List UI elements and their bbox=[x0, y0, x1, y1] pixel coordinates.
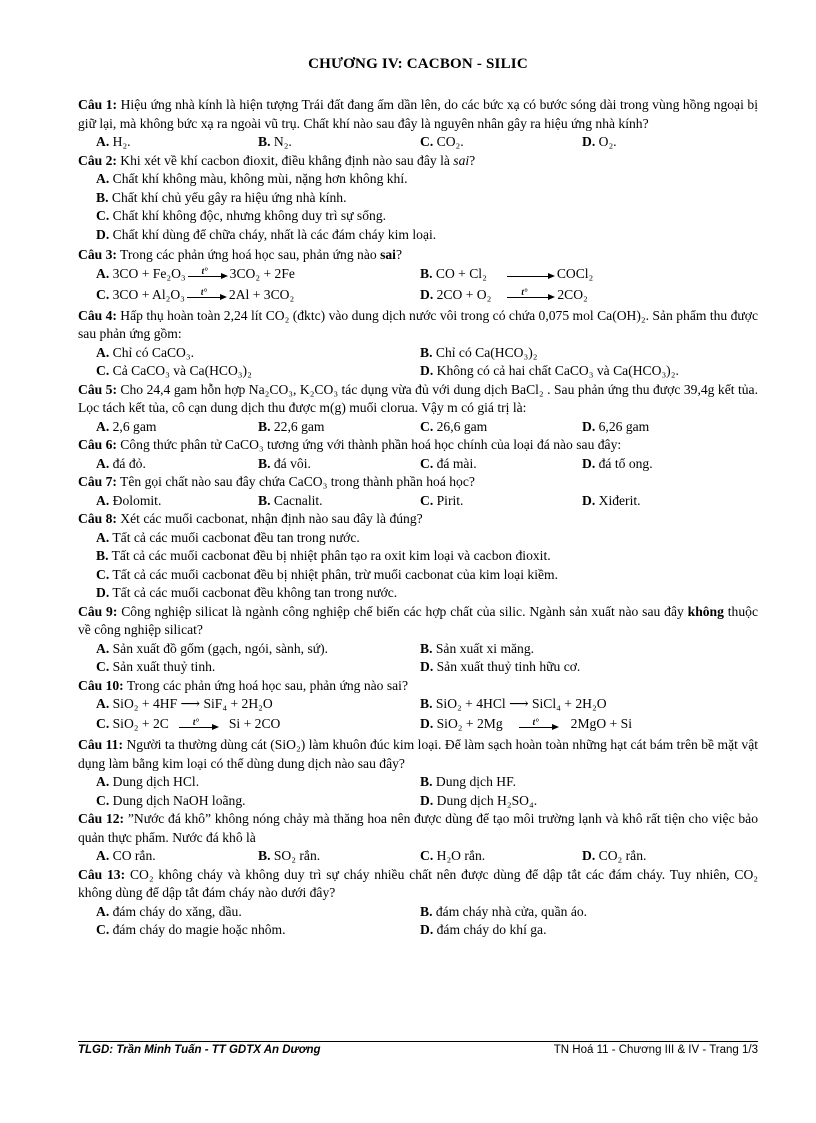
option-label: D. bbox=[582, 134, 596, 149]
question-2 bbox=[78, 152, 758, 245]
option-b: B. Chỉ có Ca(HCO₃)₂ bbox=[420, 344, 538, 360]
question-4 bbox=[78, 307, 758, 381]
option-c: C. 3CO + Al₂O₃ t° 2Al + 3CO₂ bbox=[96, 286, 295, 302]
heat-arrow-icon: t° bbox=[519, 720, 559, 730]
option-d: D. đám cháy do khí ga. bbox=[420, 922, 547, 937]
option-d: D. Không có cả hai chất CaCO₃ và Ca(HCO₃)₂. bbox=[420, 363, 679, 378]
heat-arrow-icon: t° bbox=[187, 290, 227, 300]
question-text: Công nghiệp silicat là ngành công nghiệp chế biến các hợp chất của silic. Ngành sản xuất nào sau đây bbox=[117, 603, 688, 619]
option-d: D. CO₂ rắn. bbox=[582, 848, 647, 863]
options-row bbox=[78, 773, 758, 792]
option-a: A. SiO₂ + 4HF ⟶ SiF₄ + 2H₂O bbox=[96, 696, 273, 711]
option-b: B. Chất khí chủ yếu gây ra hiệu ứng nhà kính. bbox=[96, 189, 347, 205]
options-row bbox=[78, 362, 758, 381]
option-a: A. Chất khí không màu, không mùi, nặng hơn không khí. bbox=[96, 171, 408, 186]
question-8 bbox=[78, 510, 758, 603]
question-3 bbox=[78, 246, 758, 307]
footer-page-info: TN Hoá 11 - Chương III & IV - Trang 1/3 bbox=[553, 1044, 758, 1056]
question-number: Câu 7: bbox=[78, 474, 117, 489]
options-row bbox=[78, 847, 758, 866]
question-text: Người ta thường dùng cát (SiO₂) làm khuôn đúc kim loại. Để làm sạch hoàn toàn những hạt cát bám trên bề mặt vật dụng làm bằng kim loại có thể dùng dung dịch nào sau đây? bbox=[78, 737, 759, 771]
heat-arrow-icon: t° bbox=[507, 290, 555, 300]
option-label: C. bbox=[420, 134, 434, 149]
option-b: B. Sản xuất xi măng. bbox=[420, 640, 535, 656]
question-text: Xét các muối cacbonat, nhận định nào sau đây là đúng? bbox=[116, 511, 423, 526]
option-c: C. 26,6 gam bbox=[420, 418, 488, 434]
option-a: A. Chỉ có CaCO₃. bbox=[96, 344, 195, 360]
question-9 bbox=[78, 603, 758, 677]
option-c: C. Tất cả các muối cacbonat đều bị nhiệt phân, trừ muối cacbonat của kim loại kiềm. bbox=[96, 566, 558, 582]
option-c: C. SiO₂ + 2C t° Si + 2CO bbox=[96, 716, 281, 731]
arrow-icon bbox=[507, 269, 555, 279]
question-number: Câu 9: bbox=[78, 603, 118, 619]
footer-divider bbox=[78, 1041, 758, 1042]
question-number: Câu 6: bbox=[78, 437, 117, 452]
page-title: CHƯƠNG IV: CACBON - SILIC bbox=[308, 56, 528, 72]
option-a: A. CO rắn. bbox=[96, 848, 156, 863]
options-row bbox=[78, 265, 758, 286]
question-number: Câu 10: bbox=[78, 677, 124, 693]
option-b: N₂. bbox=[273, 134, 292, 149]
option-a: H₂. bbox=[112, 134, 131, 149]
option-d: D. SiO₂ + 2Mg t° 2MgO + Si bbox=[420, 716, 632, 731]
question-text: CO₂ không cháy và không duy trì sự cháy nhiều chất nên được dùng để dập tắt các đám cháy. Tuy nhiên, CO₂ không dùng để dập tắt đám cháy nào dưới đây? bbox=[78, 866, 758, 900]
option-b: B. đá vôi. bbox=[258, 455, 311, 471]
option-d: D. Sản xuất thuỷ tinh hữu cơ. bbox=[420, 659, 581, 674]
question-text: Hấp thụ hoàn toàn 2,24 lít CO₂ (đktc) vào dung dịch nước vôi trong có chứa 0,075 mol Ca(OH)₂. Sản phẩm thu được sau phản ứng gồm: bbox=[78, 307, 758, 341]
question-number: Câu 3: bbox=[78, 247, 117, 262]
option-a: A. đá đỏ. bbox=[96, 455, 146, 471]
question-text: Hiệu ứng nhà kính là hiện tượng Trái đất đang ấm dần lên, do các bức xạ có bước sóng dài trong vùng hồng ngoại bị giữ lại, mà không bức xạ ra ngoài vũ trụ. Chất khí nào sau đây là nguyên nhân gây ra hiệu ứng nhà kính? bbox=[78, 97, 758, 131]
question-text: Trong các phản ứng hoá học sau, phản ứng nào bbox=[116, 247, 381, 262]
option-d: D. Xiđerit. bbox=[582, 492, 641, 508]
options-row bbox=[78, 640, 758, 659]
option-d: D. Tất cả các muối cacbonat đều không tan trong nước. bbox=[96, 585, 398, 600]
option-b: B. Cacnalit. bbox=[258, 492, 323, 508]
question-text: Tên gọi chất nào sau đây chứa CaCO₃ trong thành phần hoá học? bbox=[116, 474, 475, 489]
options-row bbox=[78, 133, 758, 152]
option-a: A. Đolomit. bbox=[96, 492, 162, 508]
questions bbox=[78, 96, 758, 940]
option-c: C. Dung dịch NaOH loãng. bbox=[96, 792, 246, 808]
option-c: C. Cả CaCO₃ và Ca(HCO₃)₂ bbox=[96, 363, 252, 378]
question-number: Câu 5: bbox=[78, 381, 117, 397]
options-row bbox=[78, 715, 758, 736]
heat-arrow-icon: t° bbox=[188, 269, 228, 279]
options-row bbox=[78, 792, 758, 811]
options-row bbox=[78, 286, 758, 307]
question-13 bbox=[78, 866, 758, 940]
option-d: D. Chất khí dùng để chữa cháy, nhất là các đám cháy kim loại. bbox=[96, 226, 437, 242]
option-a: A. đám cháy do xăng, dầu. bbox=[96, 903, 242, 919]
footer-author: TLGD: Trần Minh Tuấn - TT GDTX An Dương bbox=[78, 1044, 321, 1056]
option-d: D. đá tổ ong. bbox=[582, 455, 653, 471]
question-number: Câu 13: bbox=[78, 866, 126, 882]
option-a: A. Sản xuất đồ gốm (gạch, ngói, sành, sứ). bbox=[96, 640, 329, 656]
question-text: ”Nước đá khô” không nóng chảy mà thăng hoa nên được dùng để tạo môi trường lạnh và khô rất tiện cho việc bảo quản thực phẩm. Nước đá khô là bbox=[78, 811, 758, 845]
question-11 bbox=[78, 736, 758, 810]
option-c: C. H₂O rắn. bbox=[420, 848, 486, 863]
question-text-end: ? bbox=[469, 152, 476, 168]
options-row bbox=[78, 921, 758, 940]
question-text: Công thức phân tử CaCO₃ tương ứng với thành phần hoá học chính của loại đá nào sau đây: bbox=[116, 437, 622, 452]
question-number: Câu 2: bbox=[78, 152, 117, 168]
option-c: C. Pirit. bbox=[420, 492, 464, 508]
option-c: CO₂. bbox=[436, 134, 464, 149]
question-text: Trong các phản ứng hoá học sau, phản ứng nào sai? bbox=[123, 677, 408, 693]
options-row bbox=[78, 344, 758, 363]
question-text-end: ? bbox=[395, 247, 402, 262]
option-d: O₂. bbox=[598, 134, 617, 149]
option-a: A. Dung dịch HCl. bbox=[96, 774, 200, 789]
heat-arrow-icon: t° bbox=[179, 720, 219, 730]
option-label: B. bbox=[258, 134, 271, 149]
question-text: Cho 24,4 gam hỗn hợp Na₂CO₃, K₂CO₃ tác dụng vừa đủ với dung dịch BaCl₂ . Sau phản ứng thu được 39,4g kết tủa. Lọc tách kết tủa, cô cạn dung dịch thu được m(g) muối clorua. Vậy m có giá trị là: bbox=[78, 381, 758, 415]
options-row bbox=[78, 658, 758, 677]
option-a: A. 2,6 gam bbox=[96, 418, 157, 434]
option-c: C. Chất khí không độc, nhưng không duy trì sự sống. bbox=[96, 208, 387, 223]
option-b: B. Dung dịch HF. bbox=[420, 774, 516, 789]
question-number: Câu 11: bbox=[78, 737, 124, 752]
option-b: B. 22,6 gam bbox=[258, 418, 325, 434]
question-6 bbox=[78, 436, 758, 473]
question-10 bbox=[78, 677, 758, 737]
question-emphasis: không bbox=[687, 603, 724, 619]
options-row bbox=[78, 492, 758, 511]
option-b: B. SiO₂ + 4HCl ⟶ SiCl₄ + 2H₂O bbox=[420, 696, 607, 711]
option-d: D. Dung dịch H₂SO₄. bbox=[420, 792, 538, 808]
question-7 bbox=[78, 473, 758, 510]
options-row bbox=[78, 418, 758, 437]
option-c: C. Sản xuất thuỷ tinh. bbox=[96, 659, 216, 674]
options-row bbox=[78, 695, 758, 715]
question-text: Khi xét về khí cacbon đioxit, điều khẳng định nào sau đây là bbox=[116, 152, 454, 168]
options-row bbox=[78, 903, 758, 922]
question-number: Câu 8: bbox=[78, 511, 117, 526]
question-emphasis: sai bbox=[453, 152, 470, 168]
options-row bbox=[78, 455, 758, 474]
option-b: B. SO₂ rắn. bbox=[258, 848, 321, 863]
question-number: Câu 12: bbox=[78, 811, 125, 826]
option-label: A. bbox=[96, 134, 110, 149]
option-c: C. đám cháy do magie hoặc nhôm. bbox=[96, 922, 286, 937]
option-a: A. Tất cả các muối cacbonat đều tan trong nước. bbox=[96, 529, 360, 545]
option-a: A. 3CO + Fe₂O₃ t° 3CO₂ + 2Fe bbox=[96, 265, 295, 281]
option-d: D. 2CO + O₂ t° 2CO₂ bbox=[420, 286, 588, 302]
question-text-end: thuộc về công nghiệp silicat? bbox=[78, 603, 758, 637]
option-b: B. Tất cả các muối cacbonat đều bị nhiệt phân tạo ra oxit kim loại và cacbon đioxit. bbox=[96, 548, 551, 563]
question-emphasis: sai bbox=[380, 247, 396, 262]
question-number: Câu 4: bbox=[78, 307, 117, 323]
option-b: B. đám cháy nhà cửa, quần áo. bbox=[420, 903, 588, 919]
option-c: C. đá mài. bbox=[420, 455, 477, 471]
option-d: D. 6,26 gam bbox=[582, 418, 650, 434]
question-1 bbox=[78, 96, 758, 152]
option-b: B. CO + Cl₂ COCl₂ bbox=[420, 265, 594, 281]
question-12 bbox=[78, 810, 758, 866]
question-5 bbox=[78, 381, 758, 437]
question-number: Câu 1: bbox=[78, 97, 118, 112]
